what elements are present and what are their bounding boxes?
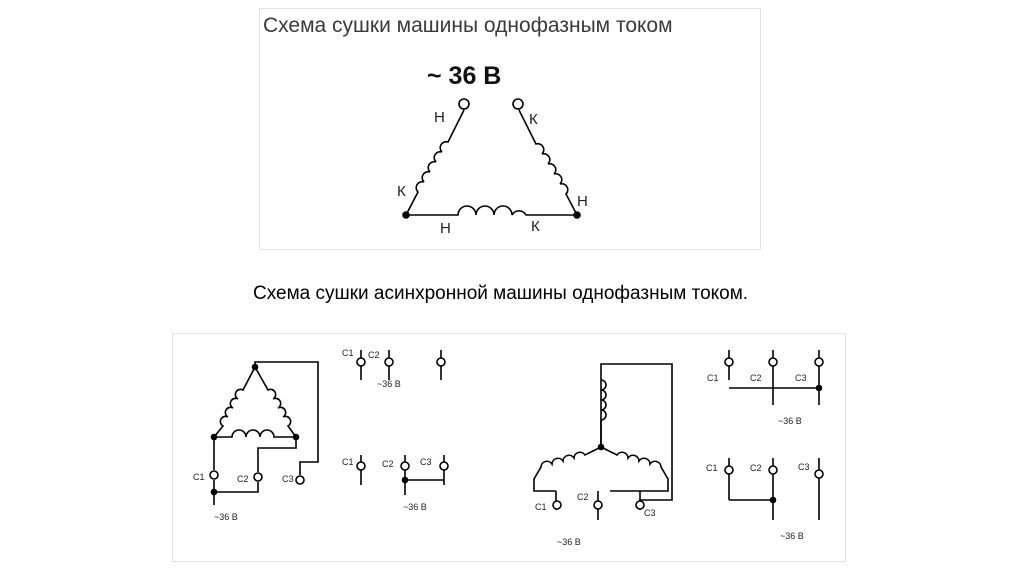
svg-text:C3: C3 xyxy=(644,508,656,518)
svg-text:C1: C1 xyxy=(706,463,718,473)
top-diagram-title: Схема сушки машины однофазным током xyxy=(263,14,673,37)
svg-text:C2: C2 xyxy=(750,373,762,383)
label-start-right: Н xyxy=(577,193,588,210)
svg-text:C1: C1 xyxy=(193,472,205,482)
label-end-left: К xyxy=(397,183,406,200)
svg-text:C2: C2 xyxy=(237,474,249,484)
svg-text:C2: C2 xyxy=(577,492,589,502)
svg-text:~36 В: ~36 В xyxy=(778,416,802,426)
svg-text:C3: C3 xyxy=(798,462,810,472)
right-junction-dot xyxy=(574,212,580,218)
svg-text:C2: C2 xyxy=(382,459,394,469)
right-terminal xyxy=(513,99,523,109)
svg-text:C1: C1 xyxy=(535,502,547,512)
svg-text:C1: C1 xyxy=(342,348,354,358)
svg-text:~36 В: ~36 В xyxy=(403,502,427,512)
asynchronous-machine-caption: Схема сушки асинхронной машины однофазным током. xyxy=(253,283,749,304)
label-end-right: К xyxy=(529,111,538,128)
supply-voltage-label: ~ 36 В xyxy=(427,62,502,90)
svg-text:C2: C2 xyxy=(750,463,762,473)
svg-text:C3: C3 xyxy=(795,373,807,383)
svg-text:C1: C1 xyxy=(707,373,719,383)
label-start-bottom: Н xyxy=(440,220,451,237)
svg-text:C3: C3 xyxy=(282,474,294,484)
label-end-bottom: К xyxy=(531,218,540,235)
svg-text:~36 В: ~36 В xyxy=(214,512,238,522)
svg-text:C1: C1 xyxy=(342,457,354,467)
label-start-left: Н xyxy=(434,109,445,126)
svg-text:C2: C2 xyxy=(368,350,380,360)
triangle-winding-diagram xyxy=(403,99,580,218)
left-terminal xyxy=(459,99,469,109)
right-winding-coil xyxy=(519,110,577,215)
svg-text:~36 В: ~36 В xyxy=(377,379,401,389)
svg-text:~36 В: ~36 В xyxy=(557,537,581,547)
svg-text:~36 В: ~36 В xyxy=(780,531,804,541)
svg-text:C3: C3 xyxy=(420,457,432,467)
left-junction-dot xyxy=(403,212,409,218)
bottom-winding-coil xyxy=(406,206,577,215)
